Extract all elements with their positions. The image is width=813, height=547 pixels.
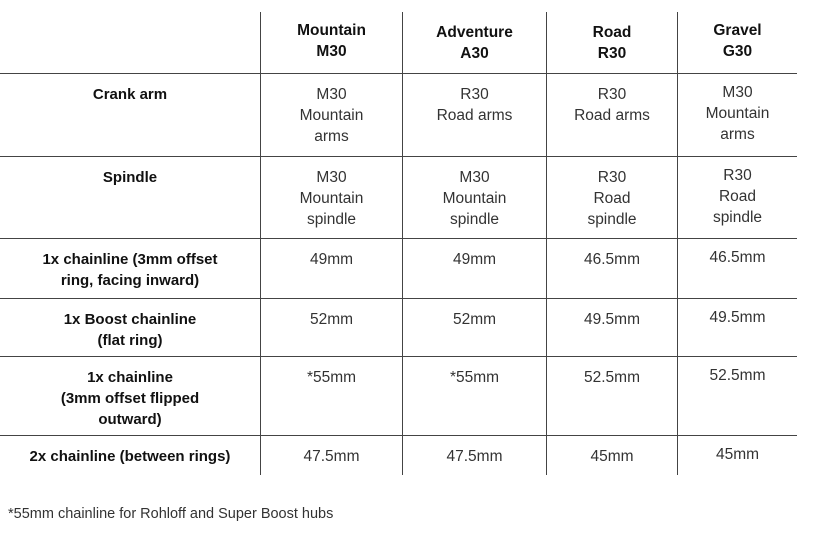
cell-1x-outward-mountain: *55mm: [261, 356, 403, 435]
table-row-1x-boost-chainline: [0, 298, 797, 356]
table-row-1x-chainline-inward: [0, 238, 797, 298]
cell-2x-mountain: 47.5mm: [261, 435, 403, 475]
header-mountain-model: M30: [316, 43, 347, 60]
row-label-2x-chainline: 2x chainline (between rings): [29, 447, 231, 465]
row-label-1x-chainline-inward: 1x chainline (3mm offset ring, facing inward): [0, 238, 261, 298]
header-adventure-model: A30: [460, 45, 489, 62]
chainline-compatibility-table: [0, 12, 797, 475]
cell-2x-gravel: 45mm: [678, 435, 798, 475]
header-road-model: R30: [597, 45, 627, 62]
cell-1x-boost-gravel: 49.5mm: [678, 298, 798, 356]
cell-crank-arm-adventure: R30 Road arms: [403, 73, 547, 156]
header-empty-cell: [0, 12, 261, 73]
table-row-spindle: [0, 156, 797, 238]
cell-1x-boost-adventure: 52mm: [403, 298, 547, 356]
cell-spindle-adventure: M30 Mountain spindle: [403, 156, 547, 238]
cell-1x-outward-gravel: 52.5mm: [678, 356, 798, 435]
table-row-crank-arm: [0, 73, 797, 156]
header-gravel-model: G30: [722, 43, 753, 60]
cell-crank-arm-road: R30 Road arms: [547, 73, 678, 156]
cell-2x-road: 45mm: [547, 435, 678, 475]
header-road-name: Road: [592, 24, 632, 41]
header-mountain: [261, 12, 403, 73]
cell-1x-outward-road: 52.5mm: [547, 356, 678, 435]
table-header-row: [0, 12, 797, 73]
row-label-crank-arm: Crank arm: [0, 73, 261, 156]
cell-1x-inward-road: 46.5mm: [547, 238, 678, 298]
header-adventure: [403, 12, 547, 73]
cell-spindle-gravel: R30 Road spindle: [678, 156, 798, 238]
cell-crank-arm-gravel: M30 Mountain arms: [678, 73, 798, 156]
header-adventure-name: Adventure: [436, 24, 513, 41]
cell-1x-inward-gravel: 46.5mm: [678, 238, 798, 298]
cell-spindle-road: R30 Road spindle: [547, 156, 678, 238]
table-row-1x-chainline-outward: [0, 356, 797, 435]
row-label-1x-boost-chainline: 1x Boost chainline (flat ring): [0, 298, 261, 356]
header-gravel-name: Gravel: [713, 22, 762, 39]
cell-2x-adventure: 47.5mm: [403, 435, 547, 475]
row-label-1x-chainline-outward: 1x chainline (3mm offset flipped outward): [0, 356, 261, 435]
row-label-spindle: Spindle: [0, 156, 261, 238]
footnote: *55mm chainline for Rohloff and Super Boost hubs: [8, 506, 334, 522]
header-mountain-name: Mountain: [297, 22, 366, 39]
header-gravel: [678, 12, 798, 73]
table-row-2x-chainline: [0, 435, 797, 475]
cell-crank-arm-mountain: M30 Mountain arms: [261, 73, 403, 156]
header-road: [547, 12, 678, 73]
cell-1x-outward-adventure: *55mm: [403, 356, 547, 435]
cell-1x-inward-adventure: 49mm: [403, 238, 547, 298]
cell-1x-inward-mountain: 49mm: [261, 238, 403, 298]
cell-spindle-mountain: M30 Mountain spindle: [261, 156, 403, 238]
cell-1x-boost-mountain: 52mm: [261, 298, 403, 356]
cell-1x-boost-road: 49.5mm: [547, 298, 678, 356]
